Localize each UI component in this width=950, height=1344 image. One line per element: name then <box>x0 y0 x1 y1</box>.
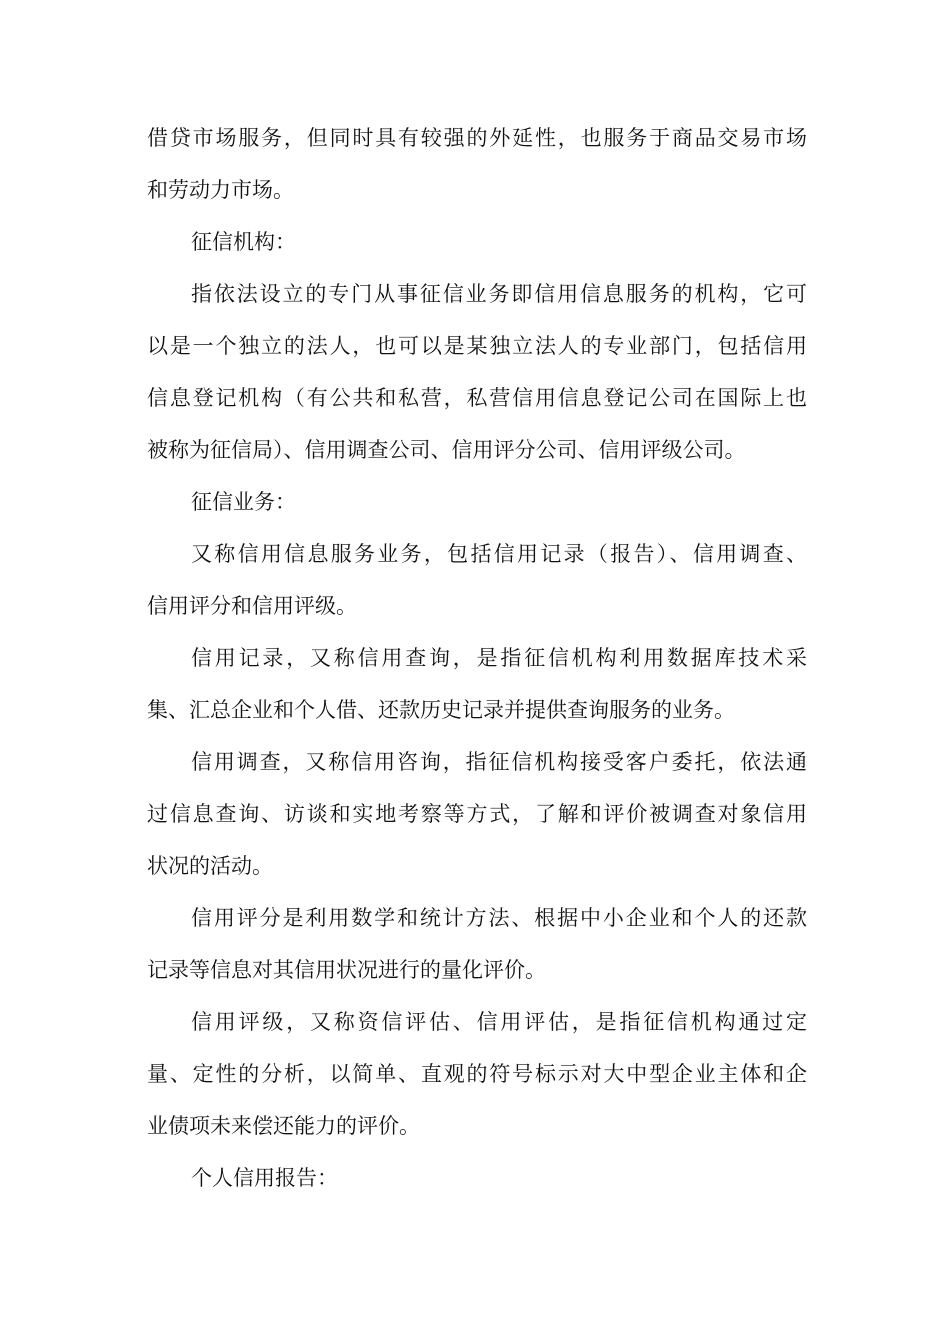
text-line: 指依法设立的专门从事征信业务即信用信息服务的机构，它可 <box>191 282 807 306</box>
text-line: 信用调查，又称信用咨询，指征信机构接受客户委托，依法通 <box>191 750 807 774</box>
paragraph-credit-agency-definition <box>147 274 807 482</box>
text-line: 借贷市场服务，但同时具有较强的外延性，也服务于商品交易市场 <box>147 126 807 150</box>
text-line: 过信息查询、访谈和实地考察等方式，了解和评价被调查对象信用 <box>147 802 807 826</box>
paragraph-continuation <box>147 118 807 222</box>
paragraph-credit-record <box>147 638 807 742</box>
text-line: 量、定性的分析，以简单、直观的符号标示对大中型企业主体和企 <box>147 1062 807 1086</box>
heading-credit-business <box>147 482 807 534</box>
paragraph-credit-investigation <box>147 742 807 898</box>
text-line: 信用评级，又称资信评估、信用评估，是指征信机构通过定 <box>191 1010 807 1034</box>
section-heading: 征信机构： <box>191 230 296 254</box>
section-heading: 个人信用报告： <box>191 1166 338 1190</box>
text-line: 信用记录，又称信用查询，是指征信机构利用数据库技术采 <box>191 646 807 670</box>
text-line: 记录等信息对其信用状况进行的量化评价。 <box>147 958 546 982</box>
text-line: 信用评分和信用评级。 <box>147 594 357 618</box>
paragraph-credit-rating <box>147 1002 807 1158</box>
paragraph-credit-business-definition <box>147 534 807 638</box>
text-line: 和劳动力市场。 <box>147 178 294 202</box>
text-line: 又称信用信息服务业务，包括信用记录（报告）、信用调查、 <box>191 542 807 566</box>
text-line: 集、汇总企业和个人借、还款历史记录并提供查询服务的业务。 <box>147 698 735 722</box>
text-line: 状况的活动。 <box>147 854 273 878</box>
document-body <box>147 118 807 1210</box>
text-line: 信息登记机构（有公共和私营，私营信用信息登记公司在国际上也 <box>147 386 807 410</box>
text-line: 以是一个独立的法人，也可以是某独立法人的专业部门，包括信用 <box>147 334 807 358</box>
section-heading: 征信业务： <box>191 490 296 514</box>
text-line: 业债项未来偿还能力的评价。 <box>147 1114 420 1138</box>
text-line: 信用评分是利用数学和统计方法、根据中小企业和个人的还款 <box>191 906 807 930</box>
heading-personal-credit-report <box>147 1158 807 1210</box>
paragraph-credit-scoring <box>147 898 807 1002</box>
text-line: 被称为征信局）、信用调查公司、信用评分公司、信用评级公司。 <box>147 438 746 462</box>
heading-credit-agency <box>147 222 807 274</box>
